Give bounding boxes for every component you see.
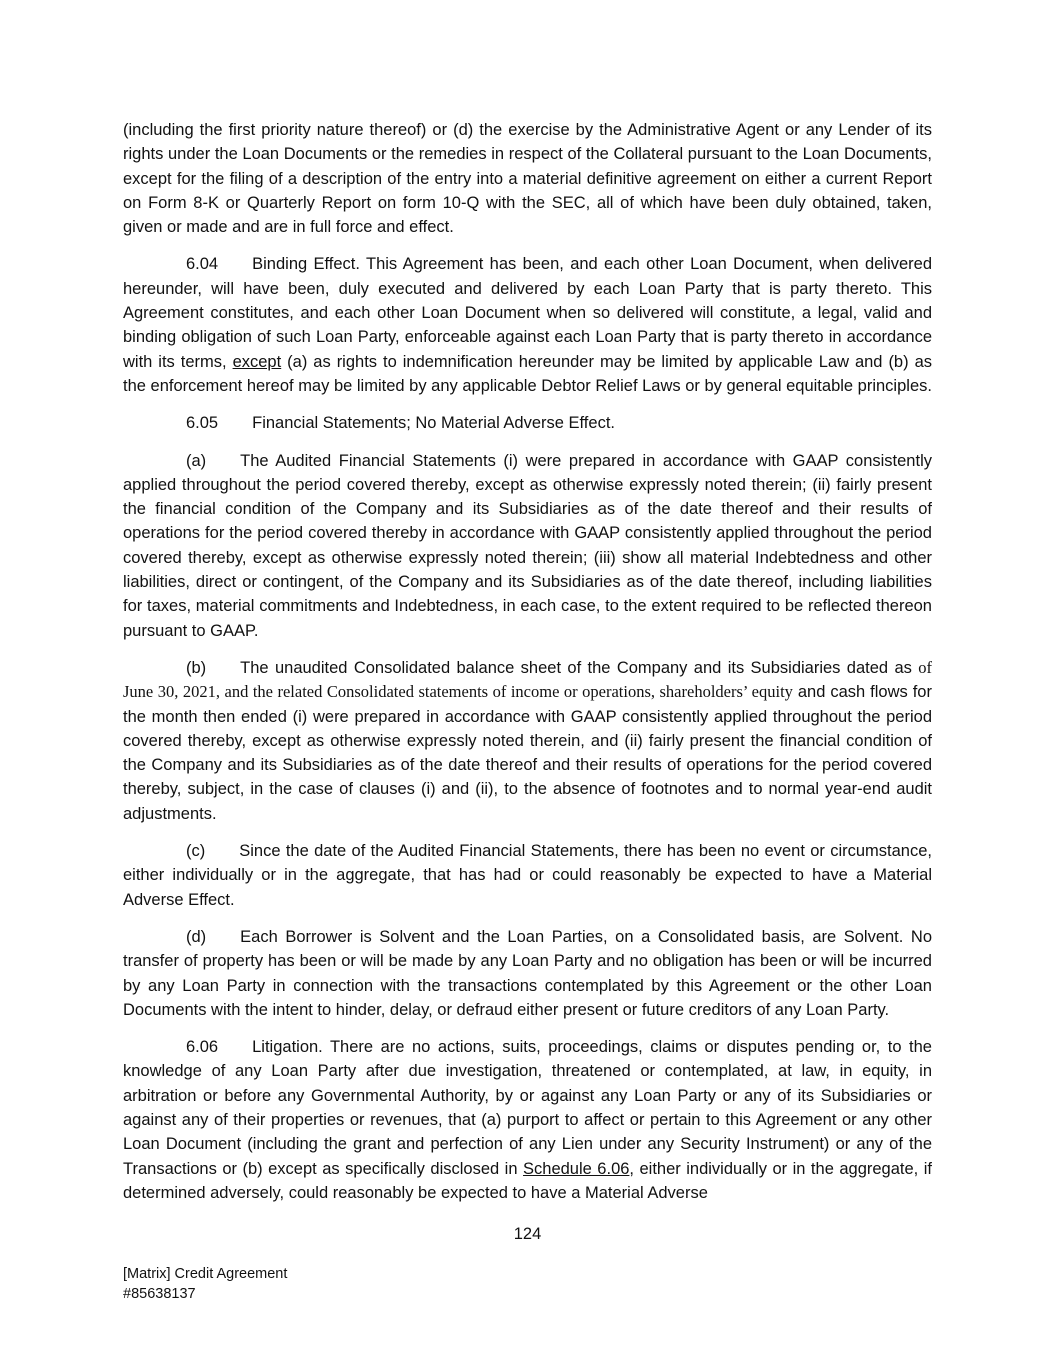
text-run: Litigation. There are no actions, suits, proceedings, claims or disputes pending or, to the knowledge of any Loan Party after due investigation, threatened or contemplated, at law, in equity, in arbitration or before any Governmental Authority, by or against any Loan Party or any of its Subsidiaries or against any of their properties or revenues, that (a) purport to affect or pertain to this Agreement or any other Loan Document (including the grant and perfection of any Lien under any Security Instrument) or any of the Transactions or (b) except as specifically disclosed in	[123, 1038, 932, 1178]
text-run: 6.04	[186, 255, 219, 274]
clause-d-paragraph	[123, 925, 932, 1022]
document-body	[123, 118, 932, 1218]
text-run: Binding Effect. This Agreement has been, and each other Loan Document, when delivered hereunder, will have been, duly executed and delivered by each Loan Party that is party thereto. This Agreement constitutes, and each other Loan Document when so delivered will constitute, a legal, valid and binding obligation of such Loan Party, enforceable against each Loan Party that is party thereto in accordance with its terms,	[123, 255, 932, 371]
text-run: , either individually or in the aggregate, if determined adversely, could reasonably be expected to have a Material Adverse	[123, 1159, 932, 1202]
paragraph-continuation	[123, 118, 932, 239]
text-run: (c)	[186, 842, 206, 861]
text-run: 6.05	[186, 414, 219, 433]
text-run: and cash flows for the month then ended (i) were prepared in accordance with GAAP consistently applied throughout the period covered thereby, except as otherwise expressly noted therein, and (ii) fairly present the financial condition of the Company and its Subsidiaries as of the date thereof and their results of operations for the period covered thereby, subject, in the case of clauses (i) and (ii), to the absence of footnotes and to normal year-end audit adjustments.	[123, 683, 932, 823]
serif-text-run: of June 30, 2021, and the related Consolidated statements of income or operations, shareholders’ equity	[123, 657, 932, 702]
text-run: Each Borrower is Solvent and the Loan Parties, on a Consolidated basis, are Solvent. No transfer of property has been or will be made by any Loan Party and no obligation has been or will be incurred by any Loan Party in connection with the transactions contemplated by this Agreement or the other Loan Documents with the intent to hinder, delay, or defraud either present or future creditors of any Loan Party.	[123, 927, 932, 1019]
footer-doc-id	[123, 1264, 287, 1304]
text-run: Since the date of the Audited Financial Statements, there has been no event or circumstance, either individually or in the aggregate, that has had or could reasonably be expected to have a Material Adverse Effect.	[123, 842, 932, 909]
text-run: 6.06	[186, 1038, 219, 1057]
clause-c-paragraph	[123, 839, 932, 912]
text-run: (including the first priority nature thereof) or (d) the exercise by the Administrative Agent or any Lender of its rights under the Loan Documents or the remedies in respect of the Collateral pursuant to the Loan Documents, except for the filing of a description of the entry into a material definitive agreement on either a current Report on Form 8-K or Quarterly Report on form 10-Q with the SEC, all of which have been duly obtained, taken, given or made and are in full force and effect.	[123, 121, 932, 237]
page-number: 124	[513, 1225, 542, 1243]
clause-a-paragraph	[123, 449, 932, 643]
section-6-06-paragraph	[123, 1035, 932, 1205]
section-6-04-paragraph	[123, 252, 932, 398]
text-run: (a) as rights to indemnification hereunder may be limited by applicable Law and (b) as the enforcement hereof may be limited by any applicable Debtor Relief Laws or by general equitable principles.	[123, 352, 932, 395]
footer-doc-number: #85638137	[123, 1286, 196, 1302]
text-run: (d)	[186, 927, 207, 946]
text-run: (b)	[186, 658, 207, 677]
text-run: Financial Statements; No Material Adverse Effect.	[252, 414, 615, 433]
clause-b-paragraph	[123, 656, 932, 826]
underlined-text: Schedule 6.06	[523, 1159, 630, 1178]
text-run: The Audited Financial Statements (i) were prepared in accordance with GAAP consistently applied throughout the period covered thereby, except as otherwise expressly noted therein; (ii) fairly present the financial condition of the Company and its Subsidiaries as of the date thereof and their results of operations for the period covered thereby in accordance with GAAP consistently applied throughout the period covered thereby, except as otherwise expressly noted therein; (iii) show all material Indebtedness and other liabilities, direct or contingent, of the Company and its Subsidiaries as of the date thereof, including liabilities for taxes, material commitments and Indebtedness, in each case, to the extent required to be reflected thereon pursuant to GAAP.	[123, 451, 932, 640]
text-run: (a)	[186, 451, 207, 470]
section-6-05-heading	[123, 411, 932, 435]
underlined-text: except	[232, 352, 282, 371]
text-run: The unaudited Consolidated balance sheet of the Company and its Subsidiaries dated as	[240, 658, 919, 677]
footer-doc-label: [Matrix] Credit Agreement	[123, 1266, 288, 1282]
